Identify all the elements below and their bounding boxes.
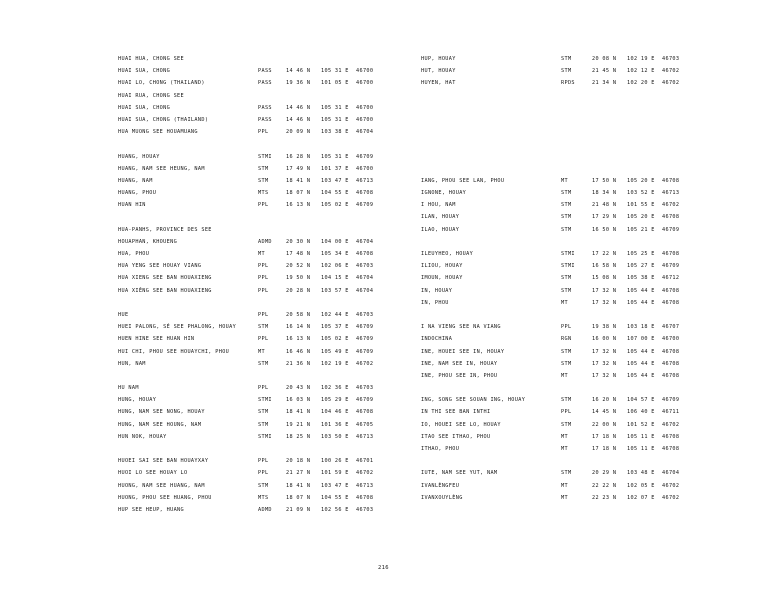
latitude: 18 34 N <box>592 190 617 197</box>
feature-type: MT <box>561 299 568 306</box>
longitude: 102 56 E <box>321 506 349 513</box>
place-name: INDOCHINA <box>421 336 453 343</box>
latitude: 16 13 N <box>286 336 311 343</box>
latitude: 17 48 N <box>286 251 311 257</box>
longitude: 101 55 E <box>627 202 655 209</box>
latitude: 20 30 N <box>286 238 311 245</box>
feature-type: PASS <box>258 80 272 87</box>
longitude: 104 55 E <box>321 494 349 501</box>
latitude: 20 28 N <box>286 287 311 294</box>
latitude: 16 20 N <box>592 397 617 404</box>
map-reference: 46709 <box>356 336 374 343</box>
feature-type: STM <box>561 470 572 477</box>
longitude: 102 20 E <box>627 80 655 87</box>
feature-type: MT <box>561 446 568 452</box>
map-reference: 46709 <box>356 202 374 209</box>
longitude: 105 11 E <box>627 433 655 440</box>
feature-type: PPL <box>258 311 269 318</box>
place-name: HUANG, HOUAY <box>118 153 160 160</box>
feature-type: STM <box>258 360 269 367</box>
map-reference: 46712 <box>662 275 680 282</box>
place-name: HUANG, NAM <box>118 177 153 184</box>
feature-type: STMI <box>258 397 272 404</box>
longitude: 103 57 E <box>321 287 349 294</box>
feature-type: PPL <box>258 275 269 282</box>
map-reference: 46704 <box>356 129 374 136</box>
latitude: 16 50 N <box>592 226 617 233</box>
place-name: IVANLÈNGFEU <box>421 482 460 489</box>
place-name: HUNG, NAM SEE HOUNG, NAM <box>118 421 202 428</box>
feature-type: PPL <box>561 324 572 331</box>
place-name: IO, HOUEI SEE LO, HOUAY <box>421 421 501 428</box>
latitude: 18 41 N <box>286 177 311 184</box>
place-name: HUA YENG SEE HOUAY VIANG <box>118 263 202 270</box>
map-reference: 46713 <box>662 190 680 197</box>
map-reference: 46704 <box>662 470 680 477</box>
place-name: HUP, HOUAY <box>421 56 456 62</box>
longitude: 104 46 E <box>321 409 349 416</box>
place-name: IVANXOUYLÈNG <box>421 494 463 501</box>
place-name: ILIOU, HOUAY <box>421 263 463 270</box>
latitude: 15 08 N <box>592 275 617 282</box>
place-name: INE, PHOU SEE IN, PHOU <box>421 372 498 379</box>
feature-type: STM <box>561 287 572 294</box>
latitude: 17 22 N <box>592 251 617 257</box>
feature-type: PPL <box>258 287 269 294</box>
feature-type: STM <box>258 482 269 489</box>
feature-type: STM <box>258 177 269 184</box>
longitude: 105 20 E <box>627 177 655 184</box>
map-reference: 46708 <box>662 299 680 306</box>
place-name: HUOI LO SEE HOUAY LO <box>118 470 188 477</box>
feature-type: PASS <box>258 104 272 111</box>
feature-type: MT <box>561 494 568 501</box>
place-name: HUP SEE HEUP, HUANG <box>118 506 184 513</box>
map-reference: 46708 <box>662 433 680 440</box>
map-reference: 46702 <box>662 68 680 75</box>
latitude: 17 32 N <box>592 348 617 355</box>
place-name: HUA XIÊNG SEE BAN HOUAXIENG <box>118 287 212 294</box>
longitude: 106 40 E <box>627 409 655 416</box>
feature-type: PASS <box>258 68 272 75</box>
feature-type: STM <box>258 421 269 428</box>
latitude: 16 03 N <box>286 397 311 404</box>
map-reference: 46709 <box>662 263 680 270</box>
feature-type: STMI <box>561 263 575 270</box>
longitude: 101 05 E <box>321 80 349 87</box>
latitude: 17 32 N <box>592 360 617 367</box>
feature-type: STM <box>258 324 269 331</box>
longitude: 104 00 E <box>321 238 349 245</box>
map-reference: 46709 <box>662 226 680 233</box>
longitude: 105 27 E <box>627 263 655 270</box>
feature-type: STMI <box>258 153 272 160</box>
feature-type: PPL <box>561 409 572 416</box>
feature-type: MT <box>561 372 568 379</box>
longitude: 101 37 E <box>321 165 349 172</box>
place-name: HUANG, NAM SEE HEUNG, NAM <box>118 165 205 172</box>
feature-type: RGN <box>561 336 572 343</box>
latitude: 20 43 N <box>286 385 311 392</box>
longitude: 102 12 E <box>627 68 655 75</box>
map-reference: 46700 <box>356 165 374 172</box>
latitude: 21 45 N <box>592 68 617 75</box>
longitude: 102 36 E <box>321 385 349 392</box>
feature-type: STM <box>561 190 572 197</box>
place-name: HUNG, HOUAY <box>118 397 157 404</box>
latitude: 19 21 N <box>286 421 311 428</box>
place-name: HUA, PHOU <box>118 251 150 257</box>
longitude: 105 44 E <box>627 299 655 306</box>
feature-type: MT <box>561 433 568 440</box>
map-reference: 46701 <box>356 458 374 465</box>
longitude: 102 05 E <box>627 482 655 489</box>
longitude: 102 06 E <box>321 263 349 270</box>
map-reference: 46700 <box>356 116 374 123</box>
longitude: 107 00 E <box>627 336 655 343</box>
longitude: 103 47 E <box>321 482 349 489</box>
place-name: HUAI SUA, CHONG <box>118 68 171 75</box>
longitude: 103 48 E <box>627 470 655 477</box>
map-reference: 46708 <box>356 494 374 501</box>
place-name: I NA VIENG SEE NA VIANG <box>421 324 501 331</box>
longitude: 100 26 E <box>321 458 349 465</box>
latitude: 16 58 N <box>592 263 617 270</box>
latitude: 21 34 N <box>592 80 617 87</box>
map-reference: 46708 <box>662 348 680 355</box>
latitude: 16 13 N <box>286 202 311 209</box>
place-name: IUTE, NAM SEE YUT, NAM <box>421 470 498 477</box>
place-name: HUN, NAM <box>118 360 146 367</box>
map-reference: 46703 <box>356 311 374 318</box>
map-reference: 46704 <box>356 287 374 294</box>
latitude: 17 32 N <box>592 299 617 306</box>
map-reference: 46702 <box>662 494 680 501</box>
map-reference: 46703 <box>662 56 680 62</box>
longitude: 105 02 E <box>321 202 349 209</box>
map-reference: 46709 <box>662 397 680 404</box>
place-name: IN, HOUAY <box>421 287 453 294</box>
map-reference: 46705 <box>356 421 374 428</box>
map-reference: 46702 <box>662 80 680 87</box>
latitude: 17 32 N <box>592 372 617 379</box>
place-name: IGNONE, HOUAY <box>421 190 467 197</box>
place-name: HUONG, PHOU SEE HUANG, PHOU <box>118 494 212 501</box>
feature-type: PPL <box>258 263 269 270</box>
latitude: 20 52 N <box>286 263 311 270</box>
place-name: IMOUN, HOUAY <box>421 275 463 282</box>
latitude: 16 14 N <box>286 324 311 331</box>
latitude: 19 50 N <box>286 275 311 282</box>
longitude: 105 02 E <box>321 336 349 343</box>
longitude: 102 07 E <box>627 494 655 501</box>
feature-type: PPL <box>258 129 269 136</box>
latitude: 20 29 N <box>592 470 617 477</box>
map-reference: 46713 <box>356 482 374 489</box>
feature-type: STM <box>561 202 572 209</box>
place-name: HUAI HUA, CHONG SEE <box>118 56 184 62</box>
longitude: 103 52 E <box>627 190 655 197</box>
place-name: HUONG, NAM SEE HUANG, NAM <box>118 482 205 489</box>
map-reference: 46702 <box>356 470 374 477</box>
longitude: 105 44 E <box>627 360 655 367</box>
feature-type: ADMD <box>258 506 272 513</box>
place-name: ILAN, HOUAY <box>421 214 460 221</box>
feature-type: PPL <box>258 470 269 477</box>
place-name: INE, NAM SEE IN, HOUAY <box>421 360 498 367</box>
longitude: 105 31 E <box>321 116 349 123</box>
latitude: 14 46 N <box>286 116 311 123</box>
map-reference: 46702 <box>662 202 680 209</box>
longitude: 103 50 E <box>321 433 349 440</box>
latitude: 19 36 N <box>286 80 311 87</box>
map-reference: 46702 <box>662 421 680 428</box>
map-reference: 46700 <box>356 68 374 75</box>
longitude: 102 19 E <box>321 360 349 367</box>
place-name: IANG, PHOU SEE LAN, PHOU <box>421 177 505 184</box>
map-reference: 46709 <box>356 324 374 331</box>
place-name: HUYEN, HAT <box>421 80 456 87</box>
map-reference: 46708 <box>356 409 374 416</box>
latitude: 21 48 N <box>592 202 617 209</box>
place-name: ILAO, HOUAY <box>421 226 460 233</box>
map-reference: 46708 <box>662 372 680 379</box>
longitude: 105 31 E <box>321 104 349 111</box>
map-reference: 46702 <box>662 482 680 489</box>
latitude: 20 18 N <box>286 458 311 465</box>
feature-type: PPL <box>258 458 269 465</box>
place-name: HOUAPHAN, KHOUENG <box>118 238 178 245</box>
latitude: 22 22 N <box>592 482 617 489</box>
longitude: 105 34 E <box>321 251 349 257</box>
map-reference: 46700 <box>662 336 680 343</box>
longitude: 105 31 E <box>321 153 349 160</box>
latitude: 18 25 N <box>286 433 311 440</box>
latitude: 16 28 N <box>286 153 311 160</box>
latitude: 21 27 N <box>286 470 311 477</box>
place-name: ITAO SEE ITHAO, PHOU <box>421 433 491 440</box>
feature-type: STM <box>561 214 572 221</box>
longitude: 101 59 E <box>321 470 349 477</box>
latitude: 18 07 N <box>286 190 311 197</box>
latitude: 20 09 N <box>286 129 311 136</box>
feature-type: STM <box>258 165 269 172</box>
longitude: 105 38 E <box>627 275 655 282</box>
longitude: 104 55 E <box>321 190 349 197</box>
latitude: 21 36 N <box>286 360 311 367</box>
map-reference: 46703 <box>356 385 374 392</box>
map-reference: 46704 <box>356 275 374 282</box>
longitude: 105 31 E <box>321 68 349 75</box>
place-name: HUA-PANHS, PROVINCE DES SEE <box>118 226 212 233</box>
feature-type: STM <box>258 409 269 416</box>
map-reference: 46703 <box>356 506 374 513</box>
feature-type: MTS <box>258 190 269 197</box>
map-reference: 46708 <box>662 214 680 221</box>
latitude: 14 46 N <box>286 68 311 75</box>
latitude: 17 18 N <box>592 433 617 440</box>
map-reference: 46708 <box>356 251 374 257</box>
latitude: 18 41 N <box>286 409 311 416</box>
feature-type: STM <box>561 226 572 233</box>
longitude: 103 47 E <box>321 177 349 184</box>
latitude: 21 09 N <box>286 506 311 513</box>
place-name: ING, SONG SEE SOUAN ING, HOUAY <box>421 397 526 404</box>
latitude: 19 38 N <box>592 324 617 331</box>
latitude: 18 41 N <box>286 482 311 489</box>
map-reference: 46713 <box>356 433 374 440</box>
place-name: HUE <box>118 311 129 318</box>
place-name: HUA XIENG SEE BAN HOUAXIENG <box>118 275 212 282</box>
longitude: 105 21 E <box>627 226 655 233</box>
feature-type: STM <box>561 360 572 367</box>
feature-type: RPDS <box>561 80 575 87</box>
map-reference: 46703 <box>356 263 374 270</box>
latitude: 14 45 N <box>592 409 617 416</box>
place-name: IN THI SEE BAN INTHI <box>421 409 491 416</box>
longitude: 105 11 E <box>627 446 655 452</box>
feature-type: MT <box>258 251 265 257</box>
feature-type: STM <box>561 348 572 355</box>
map-reference: 46713 <box>356 177 374 184</box>
latitude: 22 00 N <box>592 421 617 428</box>
place-name: HUAI SUA, CHONG (THAILAND) <box>118 116 209 123</box>
longitude: 101 36 E <box>321 421 349 428</box>
map-reference: 46708 <box>662 177 680 184</box>
longitude: 105 25 E <box>627 251 655 257</box>
feature-type: MT <box>258 348 265 355</box>
feature-type: PASS <box>258 116 272 123</box>
map-reference: 46707 <box>662 324 680 331</box>
place-name: INE, HOUEI SEE IN, HOUAY <box>421 348 505 355</box>
place-name: HUAI LO, CHONG (THAILAND) <box>118 80 205 87</box>
longitude: 102 19 E <box>627 56 655 62</box>
place-name: HUOEI SAI SEE BAN HOUAYXAY <box>118 458 209 465</box>
place-name: HUA MUONG SEE HOUAMUANG <box>118 129 198 136</box>
latitude: 17 32 N <box>592 287 617 294</box>
place-name: HUN NOK, HOUAY <box>118 433 167 440</box>
feature-type: PPL <box>258 385 269 392</box>
latitude: 20 08 N <box>592 56 617 62</box>
map-reference: 46708 <box>662 287 680 294</box>
longitude: 102 44 E <box>321 311 349 318</box>
place-name: HUAI SUA, CHONG <box>118 104 171 111</box>
map-reference: 46708 <box>662 251 680 257</box>
latitude: 17 18 N <box>592 446 617 452</box>
longitude: 105 20 E <box>627 214 655 221</box>
place-name: HUEI PALONG, SÉ SEE PHALONG, HOUAY <box>118 324 237 331</box>
map-reference: 46700 <box>356 80 374 87</box>
latitude: 17 50 N <box>592 177 617 184</box>
longitude: 105 49 E <box>321 348 349 355</box>
feature-type: STM <box>561 421 572 428</box>
latitude: 14 46 N <box>286 104 311 111</box>
feature-type: STM <box>561 275 572 282</box>
latitude: 16 00 N <box>592 336 617 343</box>
place-name: HUAI RUA, CHONG SEE <box>118 92 184 99</box>
longitude: 105 37 E <box>321 324 349 331</box>
longitude: 105 29 E <box>321 397 349 404</box>
feature-type: MT <box>561 482 568 489</box>
latitude: 16 46 N <box>286 348 311 355</box>
feature-type: STM <box>561 397 572 404</box>
feature-type: ADMD <box>258 238 272 245</box>
longitude: 105 44 E <box>627 287 655 294</box>
map-reference: 46709 <box>356 397 374 404</box>
longitude: 104 57 E <box>627 397 655 404</box>
place-name: HUNG, NAM SEE NONG, HOUAY <box>118 409 205 416</box>
feature-type: MTS <box>258 494 269 501</box>
feature-type: PPL <box>258 202 269 209</box>
feature-type: STM <box>561 68 572 75</box>
feature-type: STM <box>561 56 572 62</box>
map-reference: 46709 <box>356 348 374 355</box>
place-name: HUANG, PHOU <box>118 190 157 197</box>
place-name: ITHAO, PHOU <box>421 446 460 452</box>
latitude: 17 49 N <box>286 165 311 172</box>
map-reference: 46708 <box>662 446 680 452</box>
place-name: HUI CHI, PHOU SEE HOUAYCHI, PHOU <box>118 348 230 355</box>
map-reference: 46709 <box>356 153 374 160</box>
longitude: 103 18 E <box>627 324 655 331</box>
place-name: HUEN HINE SEE HUAN HIN <box>118 336 195 343</box>
place-name: HU NAM <box>118 385 139 392</box>
place-name: HUAN HIN <box>118 202 146 209</box>
latitude: 18 07 N <box>286 494 311 501</box>
place-name: IN, PHOU <box>421 299 449 306</box>
latitude: 22 23 N <box>592 494 617 501</box>
map-reference: 46704 <box>356 238 374 245</box>
feature-type: PPL <box>258 336 269 343</box>
longitude: 103 38 E <box>321 129 349 136</box>
map-reference: 46708 <box>662 360 680 367</box>
feature-type: MT <box>561 177 568 184</box>
longitude: 101 52 E <box>627 421 655 428</box>
map-reference: 46708 <box>356 190 374 197</box>
longitude: 104 15 E <box>321 275 349 282</box>
place-name: HUT, HOUAY <box>421 68 456 75</box>
map-reference: 46711 <box>662 409 680 416</box>
place-name: I HOU, NAM <box>421 202 456 209</box>
map-reference: 46702 <box>356 360 374 367</box>
place-name: ILEUYHEO, HOUAY <box>421 251 474 257</box>
latitude: 17 29 N <box>592 214 617 221</box>
map-reference: 46700 <box>356 104 374 111</box>
feature-type: STMI <box>258 433 272 440</box>
latitude: 20 58 N <box>286 311 311 318</box>
feature-type: STMI <box>561 251 575 257</box>
page-number: 216 <box>378 565 389 571</box>
longitude: 105 44 E <box>627 372 655 379</box>
longitude: 105 44 E <box>627 348 655 355</box>
